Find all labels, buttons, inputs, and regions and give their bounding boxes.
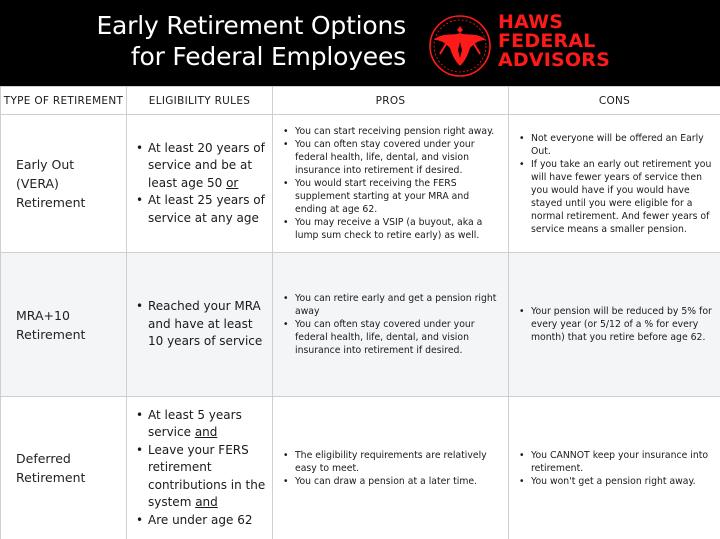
column-header-pros: PROS bbox=[273, 87, 509, 115]
cons-item: • You won't get a pension right away. bbox=[517, 475, 714, 488]
pros-item: • You can often stay covered under your federal health, life, dental, and vision insurance into retirement if desired. bbox=[281, 318, 502, 357]
column-header-type: TYPE OF RETIREMENT bbox=[1, 87, 127, 115]
retirement-type-cell bbox=[1, 397, 127, 539]
pros-item: • You can retire early and get a pension right away bbox=[281, 292, 502, 318]
retirement-type-line: MRA+10 bbox=[16, 307, 70, 323]
table-row bbox=[1, 253, 720, 397]
retirement-type-line: Retirement bbox=[16, 326, 86, 342]
cons-item: • You CANNOT keep your insurance into retirement. bbox=[517, 449, 714, 475]
eagle-logo-icon bbox=[424, 6, 504, 82]
cons-item: • If you take an early out retirement you will have fewer years of service then you would have if you would have stayed until you were eligible for a normal retirement. And fewer years of service means a smaller pension. bbox=[517, 158, 714, 236]
retirement-type-cell bbox=[1, 115, 127, 253]
pros-item: • You can often stay covered under your federal health, life, dental, and vision insurance into retirement if desired. bbox=[281, 138, 502, 177]
eligibility-item: • Are under age 62 bbox=[134, 512, 268, 530]
eligibility-item: • Reached your MRA and have at least 10 years of service bbox=[134, 298, 268, 351]
header-banner bbox=[0, 0, 720, 86]
brand-line-1: HAWS bbox=[498, 11, 564, 33]
column-header-eligibility: ELIGIBILITY RULES bbox=[127, 87, 273, 115]
retirement-type-line: (VERA) bbox=[16, 176, 59, 191]
retirement-type-line: Deferred bbox=[16, 451, 71, 466]
pros-item: • You can start receiving pension right away. bbox=[281, 125, 502, 138]
eligibility-item: • Leave your FERS retirement contributions in the system and bbox=[134, 442, 268, 512]
eligibility-item: • At least 5 years service and bbox=[134, 407, 268, 442]
retirement-type-cell bbox=[1, 253, 127, 397]
brand-line-3: ADVISORS bbox=[498, 49, 611, 71]
eligibility-item: • At least 25 years of service at any age bbox=[134, 192, 268, 227]
table-row bbox=[1, 397, 720, 539]
pros-cell bbox=[273, 397, 509, 539]
pros-item: • You may receive a VSIP (a buyout, aka a lump sum check to retire early) as well. bbox=[281, 216, 502, 242]
cons-cell bbox=[509, 253, 720, 397]
retirement-type-line: Retirement bbox=[16, 195, 86, 210]
eligibility-cell bbox=[127, 253, 273, 397]
table-row bbox=[1, 115, 720, 253]
pros-item: • You can draw a pension at a later time. bbox=[281, 475, 502, 488]
eligibility-item: • At least 20 years of service and be at least age 50 or bbox=[134, 140, 268, 193]
cons-item: • Not everyone will be offered an Early Out. bbox=[517, 132, 714, 158]
brand-line-2: FEDERAL bbox=[498, 30, 596, 52]
cons-item: • Your pension will be reduced by 5% for every year (or 5/12 of a % for every month) that you retire before age 62. bbox=[517, 305, 714, 344]
brand-name bbox=[498, 13, 628, 70]
page-title-line-2: for Federal Employees bbox=[130, 42, 406, 71]
underlined-conjunction: and bbox=[195, 495, 218, 510]
cons-cell bbox=[509, 397, 720, 539]
underlined-conjunction: or bbox=[226, 175, 239, 190]
page-title-line-1: Early Retirement Options bbox=[96, 11, 406, 40]
retirement-type-line: Early Out bbox=[16, 157, 75, 172]
pros-cell bbox=[273, 253, 509, 397]
pros-item: • You would start receiving the FERS supplement starting at your MRA and ending at age 62. bbox=[281, 177, 502, 216]
pros-cell bbox=[273, 115, 509, 253]
retirement-type-line: Retirement bbox=[16, 470, 86, 485]
underlined-conjunction: and bbox=[194, 425, 218, 440]
eligibility-cell bbox=[127, 115, 273, 253]
table-header-row bbox=[1, 87, 720, 115]
eligibility-cell bbox=[127, 397, 273, 539]
cons-cell bbox=[509, 115, 720, 253]
pros-item: • The eligibility requirements are relatively easy to meet. bbox=[281, 449, 502, 475]
page-title bbox=[0, 10, 406, 72]
retirement-options-table bbox=[0, 86, 720, 539]
column-header-cons: CONS bbox=[509, 87, 720, 115]
